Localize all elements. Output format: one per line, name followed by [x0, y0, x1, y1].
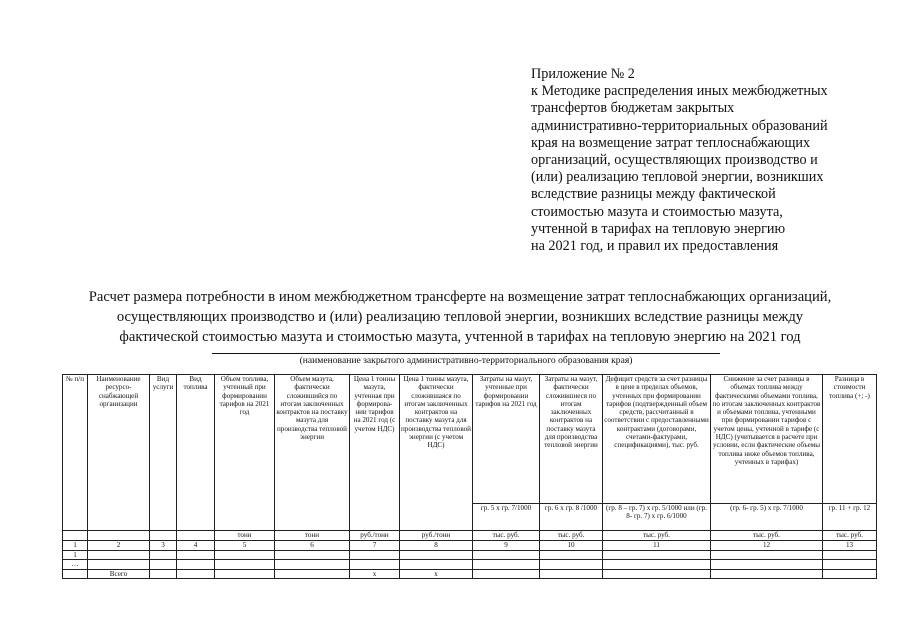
table-cell [603, 560, 711, 569]
table-cell: х [350, 569, 400, 578]
table-cell: х [400, 569, 473, 578]
header-cell: № п/п [63, 375, 88, 531]
unit-cell [63, 531, 88, 541]
table-cell [63, 569, 88, 578]
appendix-line: края на возмещение затрат теплоснабжающих [531, 134, 811, 151]
table-cell [150, 569, 177, 578]
header-cell: Цена 1 тонны мазута, учтенная при формирова-нии тарифов на 2021 год (с учетом НДС) [350, 375, 400, 531]
header-cell: Затраты на мазут, фактически сложившиеся по итогам заключенных контрактов на поставку мазута для производства тепловой энергии [540, 375, 603, 504]
table-cell [711, 569, 823, 578]
table-cell [711, 560, 823, 569]
formula-cell: гр. 5 х гр. 7/1000 [473, 504, 540, 531]
table-cell [400, 551, 473, 560]
table-cell [603, 551, 711, 560]
column-number-cell: 13 [823, 541, 877, 551]
formula-cell: (гр. 6- гр. 5) х гр. 7/1000 [711, 504, 823, 531]
header-cell: Снижение за счет разницы в объемах топлива между фактическими объемами топлива, по итогам заключенных контрактов и объемами топлива, учтенными при формировании тарифов с учетом цены, учтенной в тарифе (с НДС) (учитывается в расчете при условии, если фактические объемы топлива ниже объемов топлива, учтенных в тарифах) [711, 375, 823, 504]
appendix-line: административно-территориальных образований [531, 117, 828, 134]
column-number-cell: 10 [540, 541, 603, 551]
table-cell [88, 551, 150, 560]
org-name-caption: (наименование закрытого административно-территориального образования края) [299, 355, 633, 366]
column-number-cell: 11 [603, 541, 711, 551]
appendix-line: Приложение № 2 [531, 66, 635, 82]
table-cell [350, 551, 400, 560]
table-cell [473, 560, 540, 569]
column-number-cell: 9 [473, 541, 540, 551]
header-cell: Объем топлива, учтенный при формировании тарифов на 2021 год [215, 375, 275, 531]
title-line: Расчет размера потребности в ином межбюджетном трансферте на возмещение затрат теплоснабжающих организаций, [88, 289, 832, 305]
formula-cell: гр. 6 х гр. 8 /1000 [540, 504, 603, 531]
unit-cell: тыс. руб. [603, 531, 711, 541]
table-cell [473, 551, 540, 560]
table-cell [177, 569, 215, 578]
table-row [63, 560, 877, 569]
appendix-line: к Методике распределения иных межбюджетных [531, 83, 828, 100]
formula-cell: (гр. 8 – гр. 7) х гр. 5/1000 или (гр. 8- гр. 7) х гр. 6/1000 [603, 504, 711, 531]
column-number-cell: 8 [400, 541, 473, 551]
table-cell [540, 560, 603, 569]
header-cell: Дефицит средств за счет разницы в цене в пределах объемов, учтенных при формировании тарифов (подтвержденный объем средств, рассчитанный в соответствии с предоставленными контрактами (договорами, счетами-фактурами, спецификациями), тыс. руб. [603, 375, 711, 504]
column-number-cell: 12 [711, 541, 823, 551]
table-cell [823, 560, 877, 569]
header-cell: Вид топлива [177, 375, 215, 531]
title-line: осуществляющих производство и (или) реализацию тепловой энергии, возникших вследствие разницы между [116, 308, 804, 325]
document-title [60, 288, 860, 347]
column-number-cell: 5 [215, 541, 275, 551]
table-cell [177, 551, 215, 560]
header-cell: Наименование ресурсо-снабжающей организации [88, 375, 150, 531]
appendix-line: стоимостью мазута и стоимостью мазута, [531, 203, 783, 220]
total-label: Всего [88, 569, 150, 578]
org-name-underline [212, 353, 720, 354]
table-row [63, 551, 877, 560]
column-number-cell: 1 [63, 541, 88, 551]
header-cell: Затраты на мазут, учтенные при формировании тарифов на 2021 год [473, 375, 540, 504]
table-cell: … [63, 560, 88, 569]
table-cell [275, 551, 350, 560]
table-cell [711, 551, 823, 560]
table-header-row [63, 375, 877, 504]
unit-cell: тыс. руб. [473, 531, 540, 541]
table-cell [400, 560, 473, 569]
header-cell: Вид услуги [150, 375, 177, 531]
table-cell [215, 551, 275, 560]
formula-cell: гр. 11 + гр. 12 [823, 504, 877, 531]
appendix-line: на 2021 год, и правил их предоставления [531, 238, 779, 255]
unit-cell: руб./тонн [350, 531, 400, 541]
column-number-cell: 3 [150, 541, 177, 551]
table-cell [215, 560, 275, 569]
unit-cell [150, 531, 177, 541]
unit-cell: тонн [275, 531, 350, 541]
table-total-row [63, 569, 877, 578]
header-cell: Разница в стоимости топлива (+; -) [823, 375, 877, 504]
column-number-cell: 7 [350, 541, 400, 551]
table-cell [823, 551, 877, 560]
table-cell [603, 569, 711, 578]
table-cell [177, 560, 215, 569]
header-cell: Цена 1 тонны мазута, фактически сложившаяся по итогам заключенных контрактов на поставку мазута для производства тепловой энергии (с учетом НДС) [400, 375, 473, 531]
unit-cell [177, 531, 215, 541]
column-number-cell: 2 [88, 541, 150, 551]
table-cell [88, 560, 150, 569]
unit-cell: тыс. руб. [823, 531, 877, 541]
table-cell [215, 569, 275, 578]
table-cell [150, 560, 177, 569]
unit-cell: тонн [215, 531, 275, 541]
table-cell [473, 569, 540, 578]
appendix-line: учтенной в тарифах на тепловую энергию [531, 220, 786, 237]
table-cell [823, 569, 877, 578]
header-cell: Объем мазута, фактически сложившийся по итогам заключенных контрактов на поставку мазута для производства тепловой энергии [275, 375, 350, 531]
table-cell [540, 551, 603, 560]
appendix-line: (или) реализацию тепловой энергии, возникших [531, 169, 824, 186]
table-cell [275, 569, 350, 578]
table-cell [350, 560, 400, 569]
table-cell: 1 [63, 551, 88, 560]
table-cell [275, 560, 350, 569]
calculation-table [62, 374, 877, 579]
appendix-line: вследствие разницы между фактической [531, 186, 776, 203]
appendix-line: трансфертов бюджетам закрытых [531, 100, 735, 117]
table-units-row [63, 531, 877, 541]
appendix-line: организаций, осуществляющих производство и [531, 152, 818, 169]
column-number-row [63, 541, 877, 551]
table-cell [150, 551, 177, 560]
column-number-cell: 6 [275, 541, 350, 551]
title-line: фактической стоимостью мазута и стоимостью мазута, учтенной в тарифах на тепловую энергию на 2021 год [119, 328, 801, 345]
table-cell [540, 569, 603, 578]
appendix-block [531, 66, 871, 255]
unit-cell: руб./тонн [400, 531, 473, 541]
column-number-cell: 4 [177, 541, 215, 551]
unit-cell: тыс. руб. [711, 531, 823, 541]
unit-cell: тыс. руб. [540, 531, 603, 541]
unit-cell [88, 531, 150, 541]
